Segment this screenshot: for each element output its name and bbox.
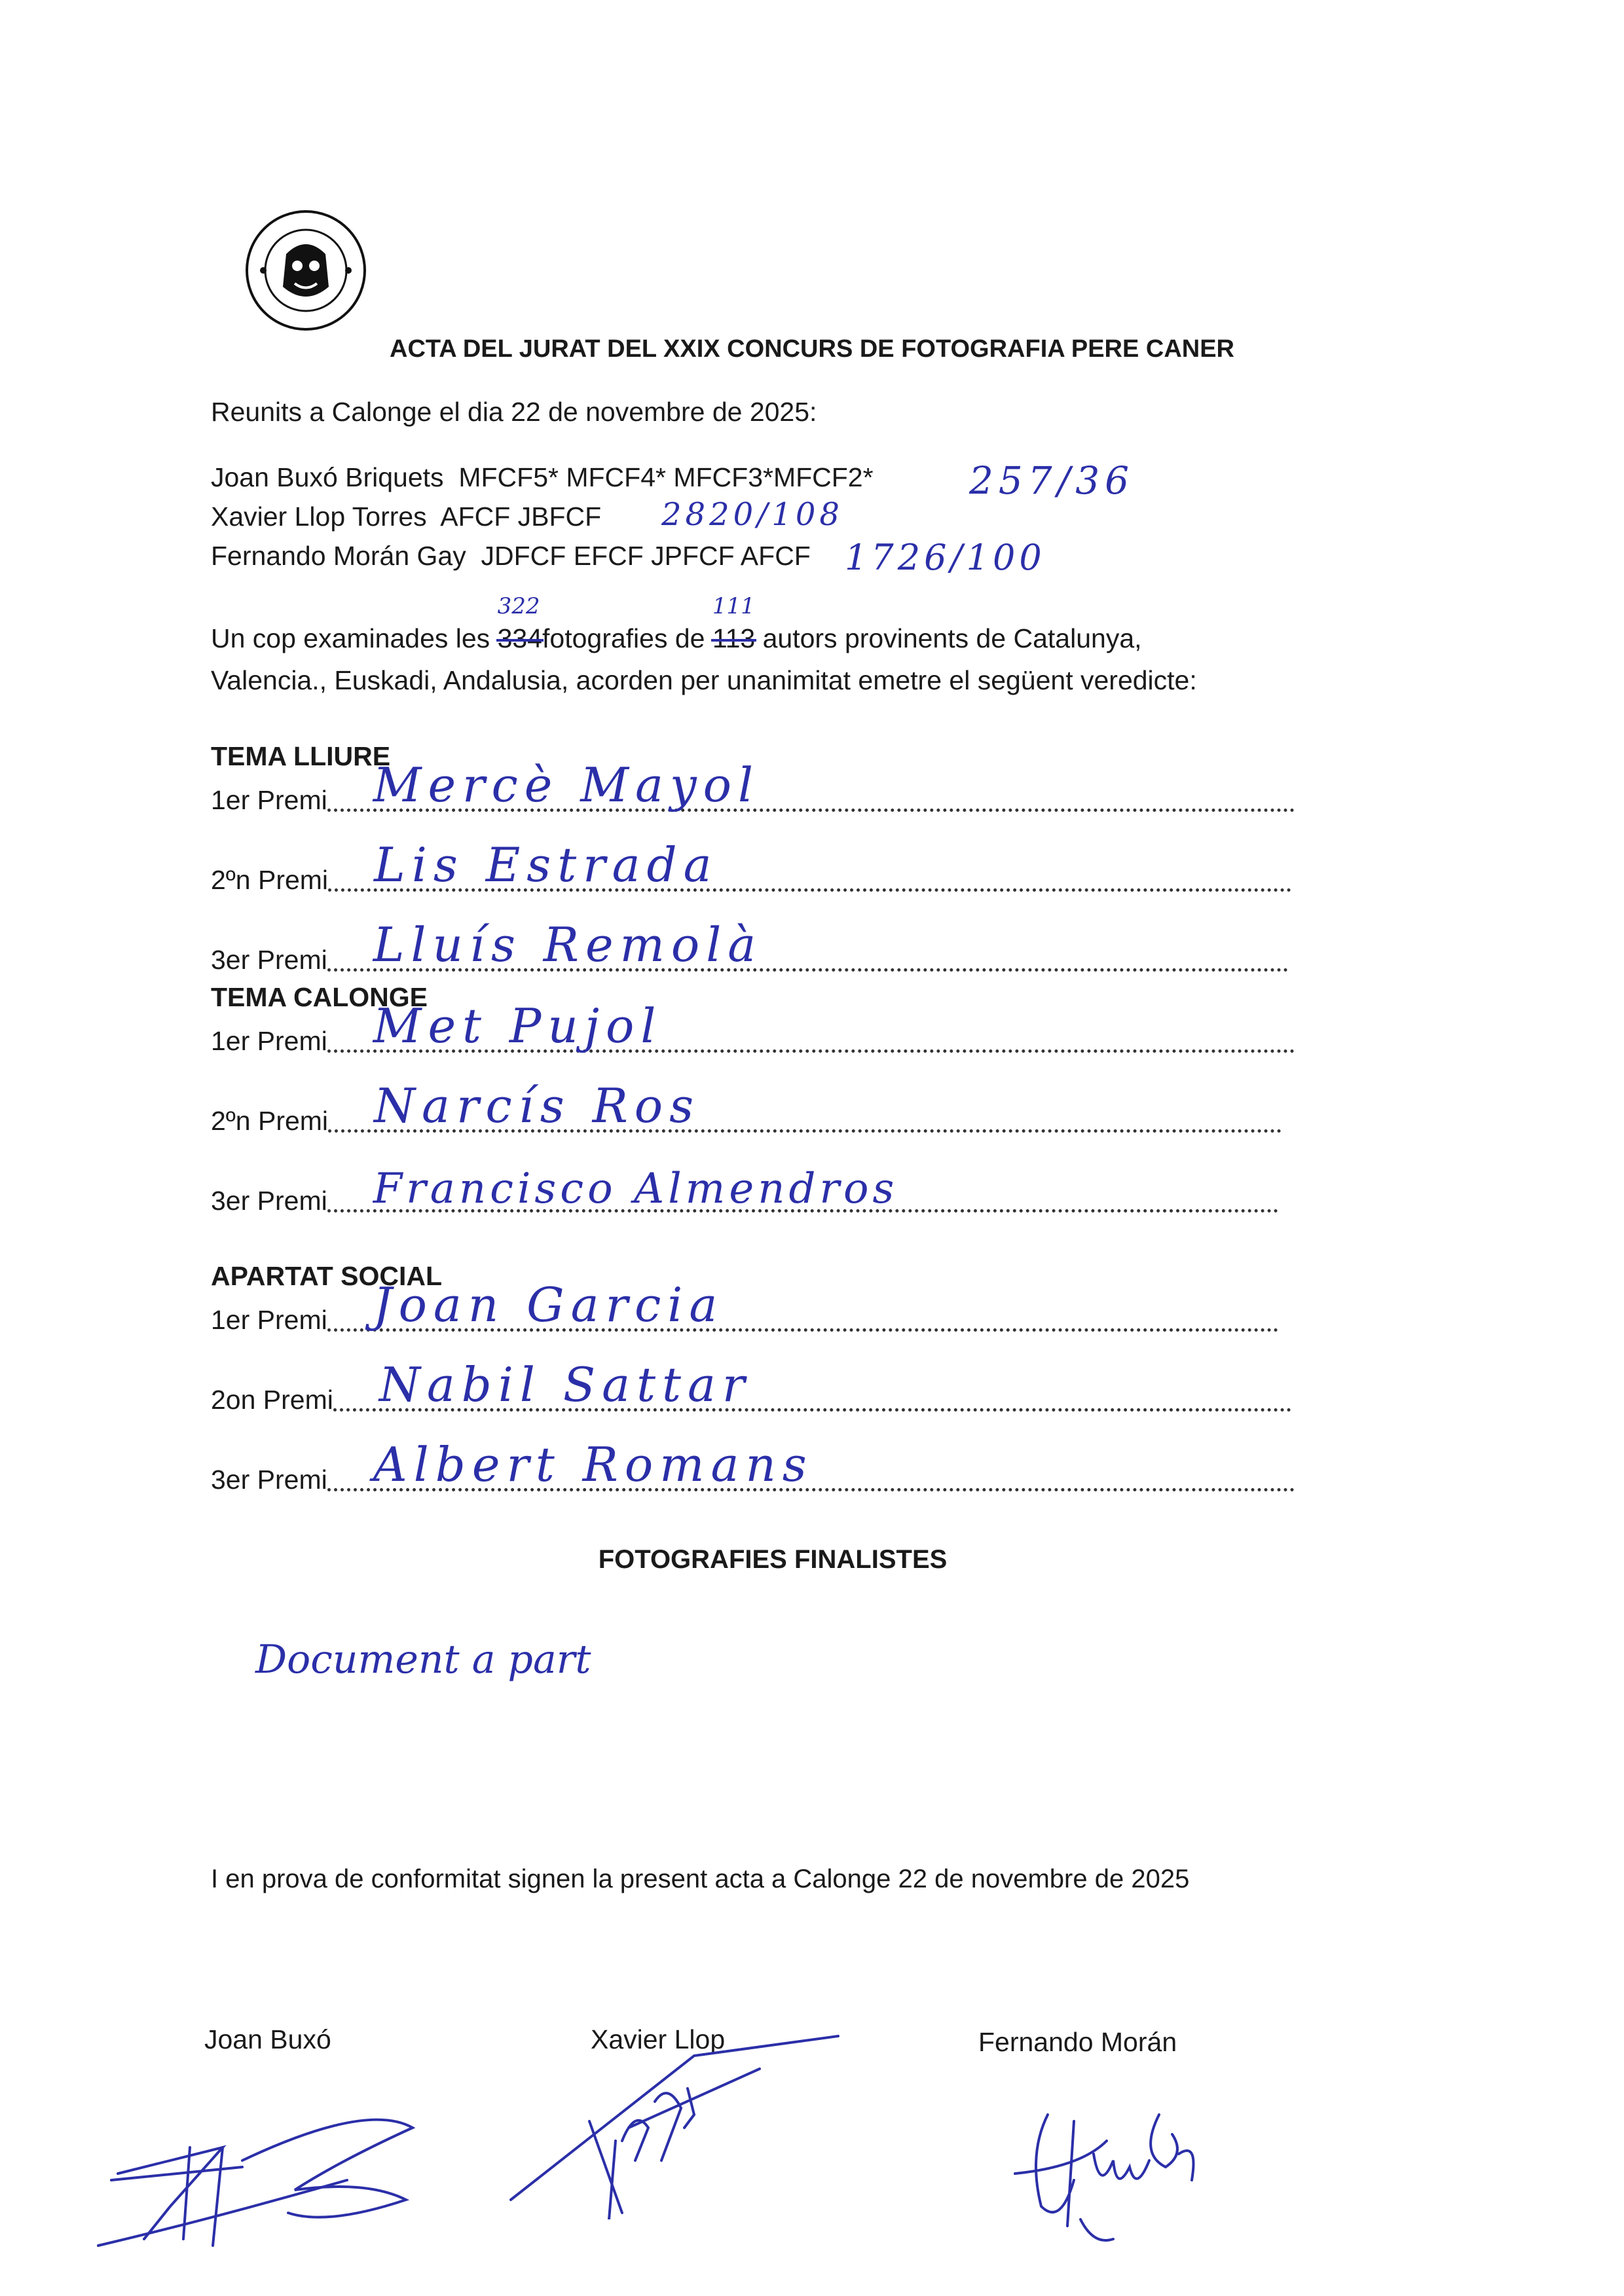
prize-label: 1er Premi bbox=[211, 1026, 327, 1056]
prize-label: 2on Premi bbox=[211, 1385, 333, 1415]
prize-label: 2ºn Premi bbox=[211, 1106, 329, 1136]
prize-winner: Met Pujol bbox=[373, 998, 663, 1053]
prize-row bbox=[211, 757, 1295, 818]
prize-line bbox=[327, 757, 1295, 812]
prize-line bbox=[327, 917, 1288, 972]
signature-fernando-moran bbox=[1002, 2075, 1211, 2252]
authors-count-struck: 113 bbox=[712, 623, 756, 653]
juror-titles: AFCF JBFCF bbox=[440, 501, 602, 532]
prize-winner: Albert Romans bbox=[373, 1437, 813, 1492]
prize-line bbox=[328, 837, 1291, 892]
prize-winner: Lis Estrada bbox=[374, 837, 718, 892]
closing-statement: I en prova de conformitat signen la present acta a Calonge 22 de novembre de 2025 bbox=[211, 1865, 1190, 1893]
juror-2 bbox=[211, 501, 601, 532]
juror-titles: JDFCF EFCF JPFCF AFCF bbox=[481, 541, 811, 571]
juror-3 bbox=[211, 541, 811, 572]
juror-name: Xavier Llop Torres bbox=[211, 501, 427, 532]
prize-line bbox=[328, 1078, 1282, 1133]
prize-winner: Nabil Sattar bbox=[378, 1357, 752, 1412]
juror-1 bbox=[211, 462, 874, 493]
prize-winner: Narcís Ros bbox=[374, 1078, 701, 1133]
photos-count bbox=[497, 593, 542, 653]
prize-row bbox=[211, 917, 1288, 978]
prize-winner: Mercè Mayol bbox=[373, 757, 760, 812]
juror-note: 1726/100 bbox=[845, 537, 1046, 578]
prize-line bbox=[327, 1277, 1278, 1332]
signatory-name: Xavier Llop bbox=[591, 2024, 726, 2054]
prize-row bbox=[211, 998, 1295, 1059]
juror-note: 257/36 bbox=[969, 458, 1135, 503]
juror-name: Fernando Morán Gay bbox=[211, 541, 466, 571]
prize-row bbox=[211, 1277, 1278, 1338]
prize-row bbox=[211, 1078, 1282, 1139]
seal-logo bbox=[244, 208, 368, 333]
photos-count-struck: 334 bbox=[497, 623, 542, 653]
prize-line bbox=[327, 1165, 1278, 1213]
authors-count bbox=[712, 593, 756, 653]
authors-count-corrected: 111 bbox=[712, 593, 755, 619]
finalists-note: Document a part bbox=[255, 1637, 591, 1683]
prize-winner: Francisco Almendros bbox=[373, 1165, 898, 1213]
prize-label: 1er Premi bbox=[211, 1305, 327, 1335]
prize-label: 1er Premi bbox=[211, 785, 327, 815]
juror-note: 2820/108 bbox=[661, 496, 843, 533]
prize-label: 3er Premi bbox=[211, 1465, 327, 1495]
prize-label: 3er Premi bbox=[211, 945, 327, 975]
finalists-heading: FOTOGRAFIES FINALISTES bbox=[598, 1545, 948, 1574]
prize-winner: Joan Garcia bbox=[373, 1277, 724, 1332]
prize-winner: Lluís Remolà bbox=[373, 917, 763, 972]
prize-row bbox=[211, 1437, 1295, 1498]
prize-line bbox=[327, 998, 1295, 1053]
juror-titles: MFCF5* MFCF4* MFCF3*MFCF2* bbox=[458, 462, 874, 492]
prize-line bbox=[333, 1357, 1291, 1412]
signatory-name: Fernando Morán bbox=[978, 2027, 1177, 2057]
juror-name: Joan Buxó Briquets bbox=[211, 462, 444, 492]
signatory-name: Joan Buxó bbox=[204, 2024, 331, 2054]
prize-row bbox=[211, 1357, 1291, 1418]
prize-line bbox=[327, 1437, 1295, 1492]
photos-count-corrected: 322 bbox=[497, 593, 540, 619]
prize-label: 2ºn Premi bbox=[211, 865, 329, 895]
exam-line-1: Un cop examinades les 334 322 fotografies de 113 111 autors provinents de Catalunya, bbox=[211, 593, 1142, 653]
signature-xavier-llop bbox=[498, 2030, 864, 2219]
signature-joan-buxo bbox=[92, 2049, 432, 2259]
intro-line: Reunits a Calonge el dia 22 de novembre de 2025: bbox=[211, 397, 817, 427]
prize-row bbox=[211, 1165, 1278, 1219]
prize-label: 3er Premi bbox=[211, 1186, 327, 1216]
document-title: ACTA DEL JURAT DEL XXIX CONCURS DE FOTOGRAFIA PERE CANER bbox=[390, 335, 1234, 363]
section-heading: APARTAT SOCIAL bbox=[211, 1261, 443, 1291]
section-heading: TEMA CALONGE bbox=[211, 982, 428, 1012]
exam-line-2: Valencia., Euskadi, Andalusia, acorden per unanimitat emetre el següent veredicte: bbox=[211, 665, 1197, 695]
section-heading: TEMA LLIURE bbox=[211, 741, 391, 771]
prize-row bbox=[211, 837, 1291, 898]
